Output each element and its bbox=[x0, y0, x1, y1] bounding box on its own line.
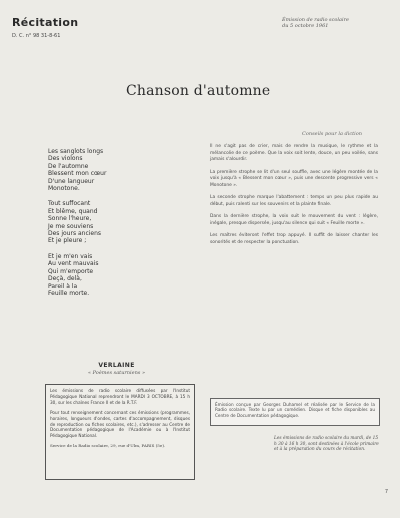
poem-line: Je me souviens bbox=[48, 222, 94, 230]
poem-line: Deçà, delà, bbox=[48, 275, 82, 283]
header-note bbox=[282, 17, 378, 29]
publication-title: Récitation bbox=[12, 16, 79, 29]
broadcast-credit-box bbox=[210, 398, 380, 426]
section-subtitle: Conseils pour la diction bbox=[302, 131, 362, 137]
poem-line: Les sanglots longs bbox=[48, 148, 104, 155]
footnote: Les émissions de radio scolaire du mardi, de 15 h 30 à 16 h 30, sont destinées à l'école primaire et à la préparation du cours de récitation. bbox=[274, 436, 379, 452]
poem-line: Et je m'en vais bbox=[48, 252, 93, 260]
header-left bbox=[12, 16, 78, 39]
poem-line: Au vent mauvais bbox=[48, 260, 99, 268]
radio-info-text: Pour tout renseignement concernant ces émissions (programmes, horaires, longueurs d'ondes, cartes d'accompagnement, disques de reproduction ou fiches scolaires, etc.), s'adresser au Centre de Documentation pédagogique de l'Académie ou à l'Institut Pédagogique National. bbox=[50, 409, 190, 439]
radio-address: Service de la Radio scolaire, 29, rue d'Ulm, PARIS (5e). bbox=[50, 443, 166, 449]
document-code: D. C. n° 98 31-8-61 bbox=[12, 33, 61, 39]
poem-line: Des jours anciens bbox=[48, 230, 102, 238]
page-number: 7 bbox=[384, 489, 388, 495]
commentary-column bbox=[210, 144, 378, 252]
radio-info-text: Les émissions de radio scolaire diffusées par l'Institut Pédagogique National reprendront le MARDI 3 OCTOBRE, à 15 h 30, sur les chaînes France II et de la R.T.F. bbox=[50, 388, 190, 405]
poem-line: Pareil à la bbox=[48, 282, 78, 290]
header-note-line: Émission de radio scolaire bbox=[282, 17, 349, 23]
page-title: Chanson d'automne bbox=[126, 83, 271, 99]
poem-source: « Poèmes saturniens » bbox=[88, 370, 146, 376]
poem-line: De l'automne bbox=[48, 162, 89, 170]
poet-name: VERLAINE bbox=[98, 362, 135, 369]
poem-column bbox=[48, 148, 158, 305]
poem-line: Sonne l'heure, bbox=[48, 215, 92, 223]
commentary-paragraph: Il ne s'agit pas de crier, mais de rendre la musique, le rythme et la mélancolie de ce poème. Que la voix soit lente, douce, un peu voilée, sans jamais s'alourdir. bbox=[210, 144, 378, 162]
poem-line: Blessent mon cœur bbox=[48, 170, 107, 178]
poem-line: Et je pleure ; bbox=[48, 237, 87, 245]
poem-line: Des violons bbox=[48, 155, 83, 163]
broadcast-credit-text: Émission conçue par Georges Duhamel et réalisée par le Service de la Radio scolaire. Texte lu par un comédien. Disque et fiche disponibles au Centre de Documentation pédagogique. bbox=[215, 402, 375, 418]
poem-line: Monotone. bbox=[48, 185, 80, 193]
poem-line: D'une langueur bbox=[48, 177, 95, 185]
commentary-paragraph: Dans la dernière strophe, la voix suit le mouvement du vent : légère, inégale, presque dispersée, jusqu'au silence qui suit « Feuille morte ». bbox=[210, 214, 378, 226]
radio-info-box bbox=[45, 384, 195, 480]
poem-stanza bbox=[48, 148, 158, 192]
poem-stanza bbox=[48, 253, 158, 297]
commentary-paragraph: Les maîtres éviteront l'effet trop appuyé. Il suffit de laisser chanter les sonorités et de respecter la ponctuation. bbox=[210, 233, 378, 245]
poem-line: Feuille morte. bbox=[48, 289, 90, 297]
commentary-paragraph: La première strophe se lit d'un seul souffle, avec une légère montée de la voix jusqu'à « Blessent mon cœur », puis une descente progressive vers « Monotone ». bbox=[210, 169, 378, 188]
poem-line: Qui m'emporte bbox=[48, 267, 94, 275]
poem-line: Tout suffocant bbox=[48, 200, 91, 208]
poem-attribution bbox=[88, 362, 145, 376]
poem-line: Et blême, quand bbox=[48, 207, 98, 215]
poem-stanza bbox=[48, 200, 158, 244]
header-note-line: du 5 octobre 1961 bbox=[282, 23, 329, 29]
commentary-paragraph: La seconde strophe marque l'abattement : temps un peu plus rapide au début, puis ralenti sur les souvenirs et la plainte finale. bbox=[210, 195, 378, 207]
